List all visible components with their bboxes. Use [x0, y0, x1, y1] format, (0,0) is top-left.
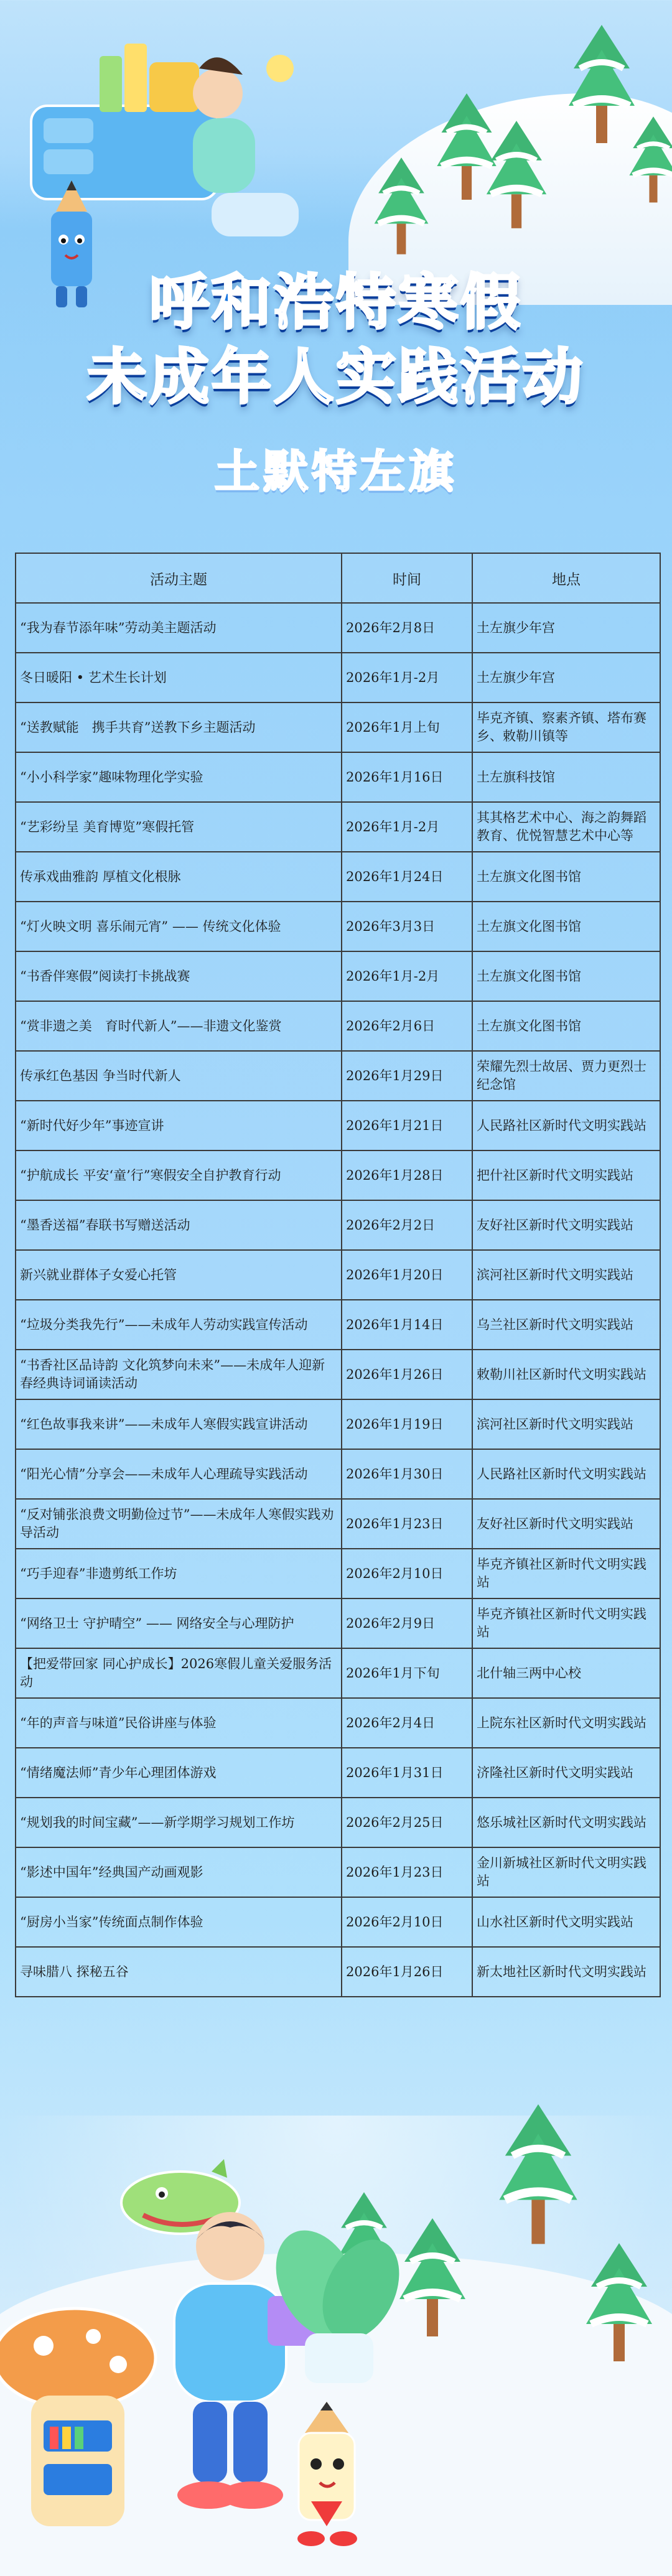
table-row: [16, 603, 660, 653]
table-row: [16, 1449, 660, 1499]
main-title-line1: 呼和浩特寒假: [149, 268, 523, 337]
snowy-tree-icon: [628, 112, 672, 212]
cell-location: 把什社区新时代文明实践站: [472, 1150, 660, 1200]
cell-time: 2026年1月16日: [342, 752, 472, 802]
cell-theme: “规划我的时间宝藏”——新学期学习规划工作坊: [16, 1798, 342, 1847]
cell-time: 2026年3月3日: [342, 902, 472, 951]
cell-theme: “灯火映文明 喜乐闹元宵” —— 传统文化体验: [16, 902, 342, 951]
cell-location: 毕克齐镇社区新时代文明实践站: [472, 1598, 660, 1648]
snowy-tree-icon: [498, 2103, 579, 2252]
cell-theme: “艺彩纷呈 美育博览”寒假托管: [16, 802, 342, 852]
cell-time: 2026年1月26日: [342, 1947, 472, 1997]
table-row: [16, 1598, 660, 1648]
cell-time: 2026年1月-2月: [342, 653, 472, 702]
cell-theme: 【把爱带回家 同心护成长】2026寒假儿童关爱服务活动: [16, 1648, 342, 1698]
cell-time: 2026年2月8日: [342, 603, 472, 653]
cell-time: 2026年2月10日: [342, 1897, 472, 1947]
table-row: [16, 1499, 660, 1549]
cell-theme: “护航成长 平安‘童’行”寒假安全自护教育行动: [16, 1150, 342, 1200]
cell-time: 2026年2月10日: [342, 1549, 472, 1598]
cell-location: 敕勒川社区新时代文明实践站: [472, 1350, 660, 1399]
cell-location: 悠乐城社区新时代文明实践站: [472, 1798, 660, 1847]
cell-time: 2026年1月上旬: [342, 702, 472, 752]
cell-time: 2026年1月20日: [342, 1250, 472, 1300]
cell-location: 友好社区新时代文明实践站: [472, 1499, 660, 1549]
cell-time: 2026年2月9日: [342, 1598, 472, 1648]
cell-location: 山水社区新时代文明实践站: [472, 1897, 660, 1947]
cell-location: 友好社区新时代文明实践站: [472, 1200, 660, 1250]
cell-theme: “书香社区品诗韵 文化筑梦向未来”——未成年人迎新春经典诗词诵读活动: [16, 1350, 342, 1399]
table-row: [16, 653, 660, 702]
plant-pot: [268, 2228, 411, 2389]
header-theme: 活动主题: [16, 553, 342, 603]
table-row: [16, 1648, 660, 1698]
cell-time: 2026年1月-2月: [342, 951, 472, 1001]
cell-theme: “书香伴寒假”阅读打卡挑战赛: [16, 951, 342, 1001]
cell-location: 金川新城社区新时代文明实践站: [472, 1847, 660, 1897]
cell-time: 2026年1月28日: [342, 1150, 472, 1200]
cell-theme: “阳光心情”分享会——未成年人心理疏导实践活动: [16, 1449, 342, 1499]
main-title-line2: 未成年人实践活动: [87, 342, 585, 412]
cell-location: 人民路社区新时代文明实践站: [472, 1101, 660, 1150]
cell-theme: “送教赋能 携手共育”送教下乡主题活动: [16, 702, 342, 752]
cell-theme: 寻味腊八 探秘五谷: [16, 1947, 342, 1997]
cell-theme: “年的声音与味道”民俗讲座与体验: [16, 1698, 342, 1748]
cell-time: 2026年1月24日: [342, 852, 472, 902]
table-row: [16, 1051, 660, 1101]
table-row: [16, 1101, 660, 1150]
table-row: [16, 802, 660, 852]
table-row: [16, 1897, 660, 1947]
table-row: [16, 1798, 660, 1847]
cell-theme: 传承红色基因 争当时代新人: [16, 1051, 342, 1101]
table-row: [16, 1300, 660, 1350]
cell-time: 2026年1月30日: [342, 1449, 472, 1499]
cell-location: 北什轴三两中心校: [472, 1648, 660, 1698]
table-row: [16, 1698, 660, 1748]
cell-time: 2026年1月19日: [342, 1399, 472, 1449]
table-row: [16, 1250, 660, 1300]
header-time: 时间: [342, 553, 472, 603]
snowy-tree-icon: [485, 118, 548, 236]
cell-theme: “垃圾分类我先行”——未成年人劳动实践宣传活动: [16, 1300, 342, 1350]
cell-location: 毕克齐镇社区新时代文明实践站: [472, 1549, 660, 1598]
cell-theme: 新兴就业群体子女爱心托管: [16, 1250, 342, 1300]
cell-theme: “我为春节添年味”劳动美主题活动: [16, 603, 342, 653]
table-row: [16, 1399, 660, 1449]
snowy-tree-icon: [567, 25, 636, 149]
table-row: [16, 1748, 660, 1798]
cell-location: 土左旗少年宫: [472, 603, 660, 653]
cell-time: 2026年2月2日: [342, 1200, 472, 1250]
table-header-row: [16, 553, 660, 603]
cell-time: 2026年1月下旬: [342, 1648, 472, 1698]
table-row: [16, 1549, 660, 1598]
table-row: [16, 1001, 660, 1051]
cell-location: 乌兰社区新时代文明实践站: [472, 1300, 660, 1350]
cell-location: 土左旗文化图书馆: [472, 852, 660, 902]
cell-theme: “影述中国年”经典国产动画观影: [16, 1847, 342, 1897]
cell-theme: “反对铺张浪费文明勤俭过节”——未成年人寒假实践劝导活动: [16, 1499, 342, 1549]
cell-theme: “红色故事我来讲”——未成年人寒假实践宣讲活动: [16, 1399, 342, 1449]
cell-theme: “墨香送福”春联书写赠送活动: [16, 1200, 342, 1250]
cell-location: 土左旗科技馆: [472, 752, 660, 802]
cell-theme: “网络卫士 守护晴空” —— 网络安全与心理防护: [16, 1598, 342, 1648]
cell-time: 2026年1月23日: [342, 1847, 472, 1897]
cell-location: 上院东社区新时代文明实践站: [472, 1698, 660, 1748]
table-row: [16, 902, 660, 951]
pencil-mascot: [274, 2402, 380, 2551]
cell-theme: “小小科学家”趣味物理化学实验: [16, 752, 342, 802]
table-row: [16, 752, 660, 802]
table-row: [16, 1350, 660, 1399]
cell-time: 2026年1月21日: [342, 1101, 472, 1150]
table-row: [16, 1847, 660, 1897]
cell-theme: “情绪魔法师”青少年心理团体游戏: [16, 1748, 342, 1798]
cell-location: 荣耀先烈士故居、贾力更烈士纪念馆: [472, 1051, 660, 1101]
cell-location: 其其格艺术中心、海之韵舞蹈教育、优悦智慧艺术中心等: [472, 802, 660, 852]
cell-location: 土左旗文化图书馆: [472, 1001, 660, 1051]
cell-theme: 传承戏曲雅韵 厚植文化根脉: [16, 852, 342, 902]
snowy-tree-icon: [373, 156, 429, 261]
cell-location: 土左旗文化图书馆: [472, 902, 660, 951]
cell-theme: “厨房小当家”传统面点制作体验: [16, 1897, 342, 1947]
cell-time: 2026年2月6日: [342, 1001, 472, 1051]
cell-location: 新太地社区新时代文明实践站: [472, 1947, 660, 1997]
cell-location: 土左旗文化图书馆: [472, 951, 660, 1001]
snowy-tree-icon: [585, 2240, 653, 2371]
cell-location: 滨河社区新时代文明实践站: [472, 1250, 660, 1300]
cell-theme: “赏非遗之美 育时代新人”——非遗文化鉴赏: [16, 1001, 342, 1051]
cell-time: 2026年2月25日: [342, 1798, 472, 1847]
table-row: [16, 1200, 660, 1250]
cell-time: 2026年1月29日: [342, 1051, 472, 1101]
table-row: [16, 951, 660, 1001]
cell-time: 2026年1月14日: [342, 1300, 472, 1350]
cell-location: 济隆社区新时代文明实践站: [472, 1748, 660, 1798]
header-location: 地点: [472, 553, 660, 603]
cell-time: 2026年1月31日: [342, 1748, 472, 1798]
table-row: [16, 702, 660, 752]
cell-location: 毕克齐镇、察素齐镇、塔布赛乡、敕勒川镇等: [472, 702, 660, 752]
cell-location: 滨河社区新时代文明实践站: [472, 1399, 660, 1449]
table-row: [16, 1150, 660, 1200]
cell-location: 土左旗少年宫: [472, 653, 660, 702]
district-title: 土默特左旗: [214, 446, 457, 498]
cell-theme: 冬日暖阳 • 艺术生长计划: [16, 653, 342, 702]
cell-theme: “新时代好少年”事迹宣讲: [16, 1101, 342, 1150]
cell-time: 2026年1月26日: [342, 1350, 472, 1399]
cell-time: 2026年2月4日: [342, 1698, 472, 1748]
table-row: [16, 1947, 660, 1997]
cell-time: 2026年1月-2月: [342, 802, 472, 852]
cell-theme: “巧手迎春”非遗剪纸工作坊: [16, 1549, 342, 1598]
table-row: [16, 852, 660, 902]
cell-time: 2026年1月23日: [342, 1499, 472, 1549]
activity-table: [15, 553, 661, 1997]
cell-location: 人民路社区新时代文明实践站: [472, 1449, 660, 1499]
